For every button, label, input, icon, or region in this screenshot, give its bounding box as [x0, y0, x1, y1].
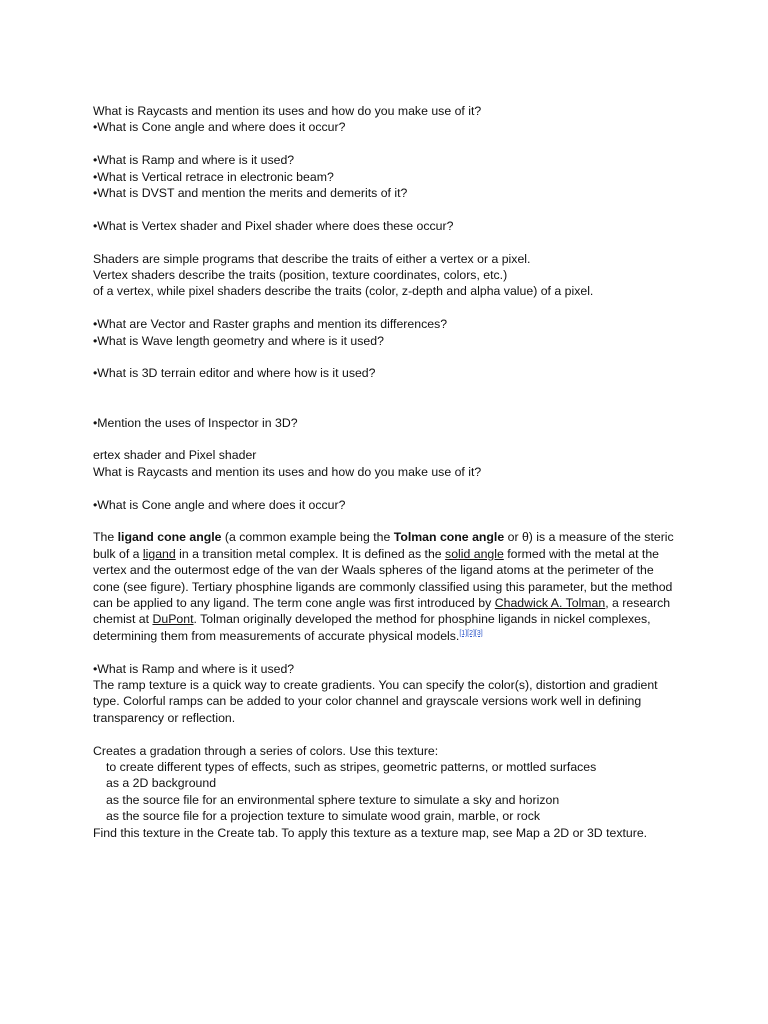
list-item: as the source file for an environmental sphere texture to simulate a sky and horizon: [106, 792, 560, 807]
cone-angle-paragraph: The ligand cone angle (a common example being the Tolman cone angle or θ) is a measure of the steric bulk of a ligand in a transition metal complex. It is defined as the solid angle formed with the metal at the vertex and the outermost edge of the van der Waals spheres of the ligand atoms at the perimeter of the cone (see figure). Tertiary phosphine ligands are commonly classified using this parameter, but the method can be applied to any ligand. The term cone angle was first introduced by Chadwick A. Tolman, a research chemist at DuPont. Tolman originally developed the method for phosphine ligands in nickel complexes, determining them from measurements of accurate physical models.[1][2][3]: [93, 530, 674, 643]
question-ramp: •What is Ramp and where is it used?: [93, 153, 295, 168]
term-tolman-cone-angle: Tolman cone angle: [393, 530, 505, 545]
question-terrain-editor: •What is 3D terrain editor and where how is it used?: [93, 366, 376, 381]
link-chadwick-tolman[interactable]: Chadwick A. Tolman: [494, 596, 606, 611]
question-raycasts-repeat: What is Raycasts and mention its uses and how do you make use of it?: [93, 464, 482, 479]
question-cone-angle-repeat: •What is Cone angle and where does it occur?: [93, 497, 346, 512]
list-item: to create different types of effects, such as stripes, geometric patterns, or mottled surfaces: [106, 760, 597, 775]
shaders-line-2: Vertex shaders describe the traits (position, texture coordinates, colors, etc.): [93, 268, 508, 283]
question-vector-raster: •What are Vector and Raster graphs and mention its differences?: [93, 317, 448, 332]
document-page: [93, 103, 683, 841]
term-ligand-cone-angle: ligand cone angle: [117, 530, 222, 545]
question-wave-length: •What is Wave length geometry and where is it used?: [93, 333, 384, 348]
question-cone-angle: •What is Cone angle and where does it occur?: [93, 120, 346, 135]
question-vertex-shader: •What is Vertex shader and Pixel shader where does these occur?: [93, 218, 454, 233]
ramp-intro: Creates a gradation through a series of colors. Use this texture:: [93, 743, 439, 758]
ramp-paragraph: The ramp texture is a quick way to create gradients. You can specify the color(s), distortion and gradient type. Colorful ramps can be added to your color channel and grayscale versions work well in defining transparency or reflection.: [93, 678, 658, 725]
ramp-find-texture: Find this texture in the Create tab. To apply this texture as a texture map, see Map a 2D or 3D texture.: [93, 825, 648, 840]
question-vertical-retrace: •What is Vertical retrace in electronic beam?: [93, 169, 334, 184]
question-ramp-repeat: •What is Ramp and where is it used?: [93, 661, 295, 676]
shaders-line-1: Shaders are simple programs that describe the traits of either a vertex or a pixel.: [93, 251, 531, 266]
list-item: as the source file for a projection texture to simulate wood grain, marble, or rock: [106, 809, 541, 824]
reference-links[interactable]: [1][2][3]: [459, 629, 483, 637]
question-inspector: •Mention the uses of Inspector in 3D?: [93, 415, 298, 430]
link-ligand[interactable]: ligand: [142, 546, 176, 561]
question-raycasts: What is Raycasts and mention its uses and how do you make use of it?: [93, 104, 482, 118]
question-dvst: •What is DVST and mention the merits and demerits of it?: [93, 186, 408, 201]
link-dupont[interactable]: DuPont: [152, 612, 194, 627]
heading-vertex-shader: ertex shader and Pixel shader: [93, 448, 257, 463]
list-item: as a 2D background: [106, 776, 217, 791]
link-solid-angle[interactable]: solid angle: [445, 546, 504, 561]
shaders-line-3: of a vertex, while pixel shaders describe the traits (color, z-depth and alpha value) of a pixel.: [93, 284, 594, 299]
